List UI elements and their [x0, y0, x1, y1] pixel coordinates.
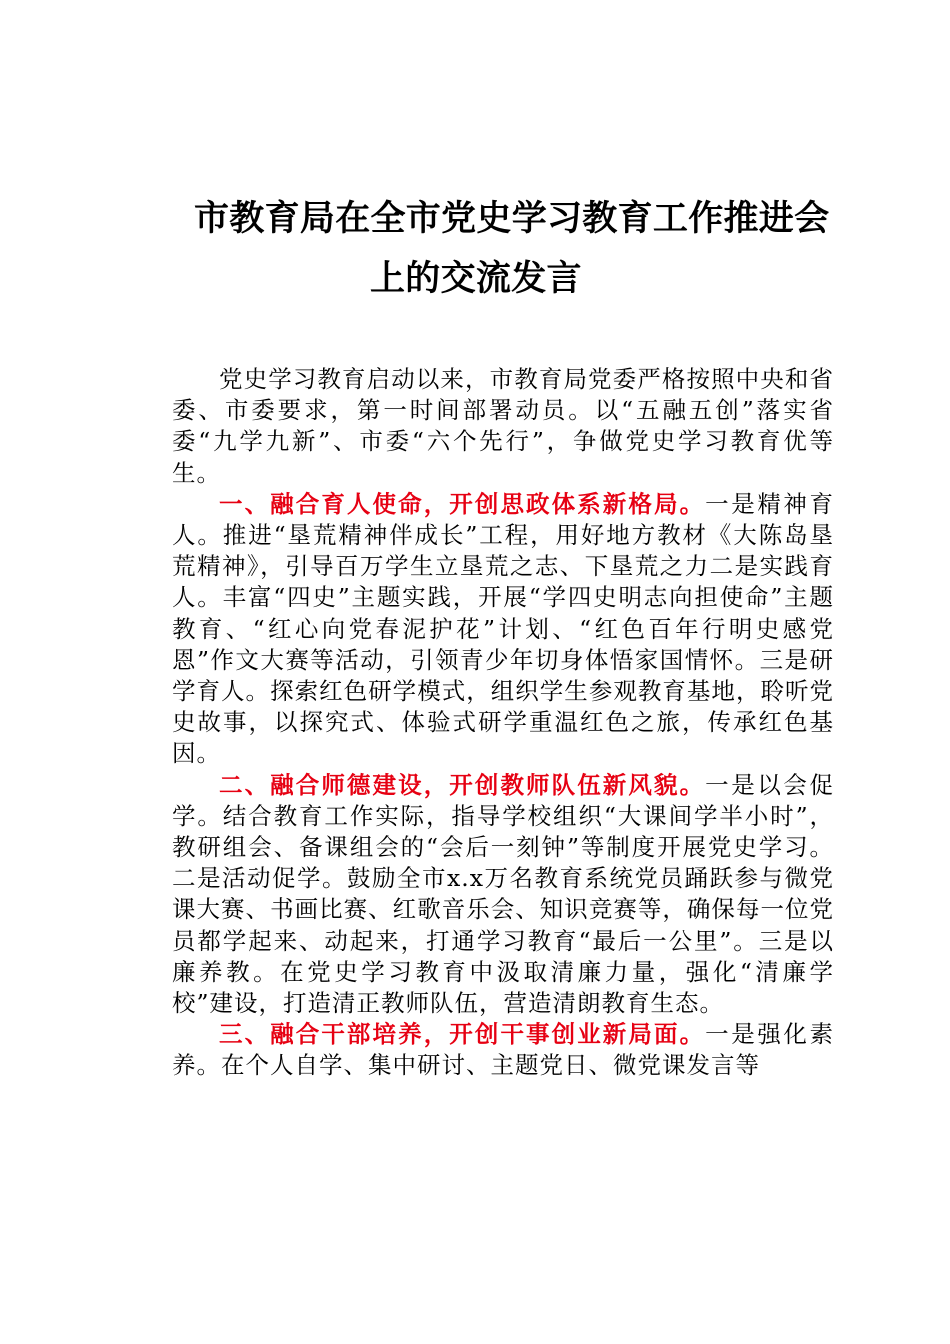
paragraph-intro-text: 党史学习教育启动以来，市教育局党委严格按照中央和省委、市委要求，第一时间部署动员。以“五融五创”落实省委“九学九新”、市委“六个先行”，争做党史学习教育优等生。: [172, 365, 834, 487]
section-2-text: 一是以会促学。结合教育工作实际，指导学校组织“大课间学半小时”，教研组会、备课组会的“会后一刻钟”等制度开展党史学习。二是活动促学。鼓励全市x.x万名教育系统党员踊跃参与微党课大赛、书画比赛、红歌音乐会、知识竞赛等，确保每一位党员都学起来、动起来，打通学习教育“最后一公里”。三是以廉养教。在党史学习教育中汲取清廉力量，强化“清廉学校”建设，打造清正教师队伍，营造清朗教育生态。: [172, 770, 835, 1018]
paragraph-section-1: [172, 489, 834, 770]
document-title-line-1: 市教育局在全市党史学习教育工作推进会: [194, 199, 830, 239]
paragraph-section-3: [172, 1019, 834, 1081]
section-1-text: 一是精神育人。推进“垦荒精神伴成长”工程，用好地方教材《大陈岛垦荒精神》，引导百万学生立垦荒之志、下垦荒之力二是实践育人。丰富“四史”主题实践，开展“学四史明志向担使命”主题教育、“红心向党春泥护花”计划、“红色百年行明史感党恩”作文大赛等活动，引领青少年切身体悟家国情怀。三是研学育人。探索红色研学模式，组织学生参观教育基地，聆听党史故事，以探究式、体验式研学重温红色之旅，传承红色基因。: [172, 489, 835, 768]
section-2-heading: 二、融合师德建设，开创教师队伍新风貌。: [219, 770, 706, 799]
section-3-heading: 三、融合干部培养，开创干事创业新局面。: [219, 1020, 706, 1049]
document-body: [172, 364, 834, 1082]
paragraph-intro: [172, 364, 834, 489]
section-3-text: 一是强化素养。在个人自学、集中研讨、主题党日、微党课发言等: [172, 1020, 835, 1080]
document-title-line-2: 上的交流发言: [370, 259, 582, 299]
paragraph-section-2: [172, 770, 834, 1020]
section-1-heading: 一、融合育人使命，开创思政体系新格局。: [219, 489, 706, 518]
